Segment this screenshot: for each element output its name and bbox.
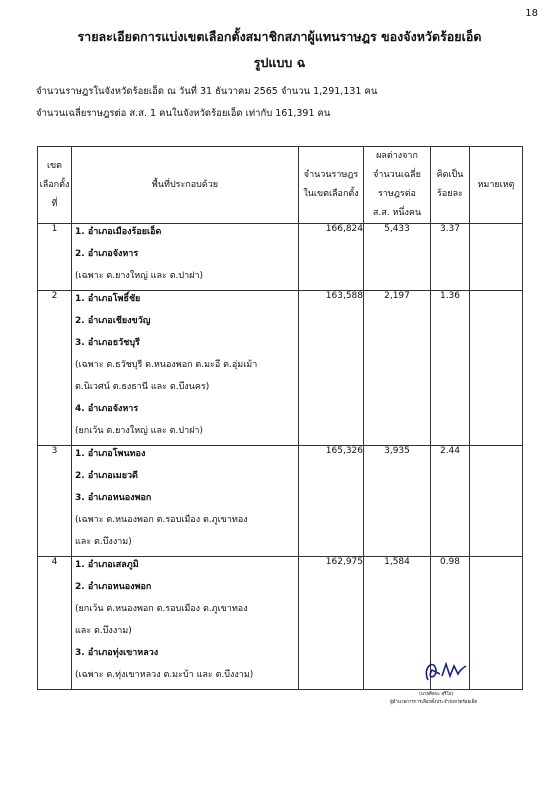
remark-cell: [470, 291, 523, 446]
district-number-cell: 3: [38, 446, 72, 557]
header-percent: คิดเป็น ร้อยละ: [431, 147, 470, 224]
amphoe-line: 2. อำเภอเมยวดี: [75, 471, 138, 481]
difference-cell: 5,433: [364, 224, 431, 291]
amphoe-line: 4. อำเภอจังหาร: [75, 404, 139, 414]
signer-title: ผู้อำนวยการการเลือกตั้งประจำจังหวัดร้อยเอ็ด: [390, 700, 478, 705]
header-difference: ผลต่างจาก จำนวนเฉลี่ย ราษฎรต่อ ส.ส. หนึ่งคน: [364, 147, 431, 224]
table-row: [38, 291, 523, 446]
amphoe-line: 1. อำเภอเสลภูมิ: [75, 560, 139, 570]
signer-name: (นายศิลปะ สุริโย): [419, 692, 454, 697]
district-number-cell: 4: [38, 557, 72, 690]
amphoe-line: 3. อำเภอธวัชบุรี: [75, 338, 140, 348]
average-line: จำนวนเฉลี่ยราษฎรต่อ ส.ส. 1 คนในจังหวัดร้อยเอ็ด เท่ากับ 161,391 คน: [36, 108, 331, 119]
amphoe-line: 2. อำเภอจังหาร: [75, 249, 139, 259]
page-number: 18: [525, 8, 538, 19]
districts-table: [37, 146, 523, 690]
area-cell: [72, 291, 299, 446]
tambon-note-line: (เฉพาะ ต.ทุ่งเขาหลวง ต.มะบ้า และ ต.บึงงาม): [75, 670, 254, 680]
remark-cell: [470, 446, 523, 557]
tambon-note-line: (เฉพาะ ต.หนองพอก ต.รอบเมือง ต.ภูเขาทอง: [75, 515, 248, 525]
document-title: รายละเอียดการแบ่งเขตเลือกตั้งสมาชิกสภาผู้แทนราษฎร ของจังหวัดร้อยเอ็ด: [77, 29, 482, 44]
amphoe-line: 1. อำเภอโพนทอง: [75, 449, 146, 459]
amphoe-line: 1. อำเภอโพธิ์ชัย: [75, 294, 141, 304]
amphoe-line: 2. อำเภอเชียงขวัญ: [75, 316, 151, 326]
population-line: จำนวนราษฎรในจังหวัดร้อยเอ็ด ณ วันที่ 31 ธันวาคม 2565 จำนวน 1,291,131 คน: [36, 86, 378, 97]
difference-cell: 1,584: [364, 557, 431, 690]
header-area: พื้นที่ประกอบด้วย: [72, 147, 299, 224]
difference-cell: 2,197: [364, 291, 431, 446]
tambon-note-line: (เฉพาะ ต.ยางใหญ่ และ ต.ปาฝา): [75, 271, 204, 281]
amphoe-line: 2. อำเภอหนองพอก: [75, 582, 152, 592]
population-cell: 163,588: [299, 291, 364, 446]
signature-mark: [420, 656, 468, 686]
tambon-note-line: (เฉพาะ ต.ธวัชบุรี ต.หนองพอก ต.มะอึ ต.อุ่มเม้า: [75, 360, 258, 370]
area-cell: [72, 224, 299, 291]
district-number-cell: 1: [38, 224, 72, 291]
remark-cell: [470, 224, 523, 291]
difference-cell: 3,935: [364, 446, 431, 557]
amphoe-line: 3. อำเภอหนองพอก: [75, 493, 152, 503]
percent-cell: 0.98: [431, 557, 470, 690]
area-cell: [72, 557, 299, 690]
table-row: [38, 224, 523, 291]
document-subtitle: รูปแบบ ฉ: [253, 55, 306, 70]
tambon-note-line: และ ต.บึงงาม): [75, 626, 132, 636]
table-header-row: [38, 147, 523, 224]
population-cell: 165,326: [299, 446, 364, 557]
population-cell: 166,824: [299, 224, 364, 291]
remark-cell: [470, 557, 523, 690]
percent-cell: 2.44: [431, 446, 470, 557]
tambon-note-line: (ยกเว้น ต.ยางใหญ่ และ ต.ปาฝา): [75, 426, 203, 436]
tambon-note-line: (ยกเว้น ต.หนองพอก ต.รอบเมือง ต.ภูเขาทอง: [75, 604, 248, 614]
table-row: [38, 446, 523, 557]
header-remark: หมายเหตุ: [470, 147, 523, 224]
population-cell: 162,975: [299, 557, 364, 690]
header-district: เขต เลือกตั้ง ที่: [38, 147, 72, 224]
percent-cell: 1.36: [431, 291, 470, 446]
district-number-cell: 2: [38, 291, 72, 446]
amphoe-line: 3. อำเภอทุ่งเขาหลวง: [75, 648, 159, 658]
header-population: จำนวนราษฎร ในเขตเลือกตั้ง: [299, 147, 364, 224]
area-cell: [72, 446, 299, 557]
percent-cell: 3.37: [431, 224, 470, 291]
tambon-note-line: และ ต.บึงงาม): [75, 537, 132, 547]
amphoe-line: 1. อำเภอเมืองร้อยเอ็ด: [75, 227, 162, 237]
tambon-note-line: ต.นิเวศน์ ต.ธงธานี และ ต.บึงนคร): [75, 382, 210, 392]
table-body: [38, 224, 523, 690]
